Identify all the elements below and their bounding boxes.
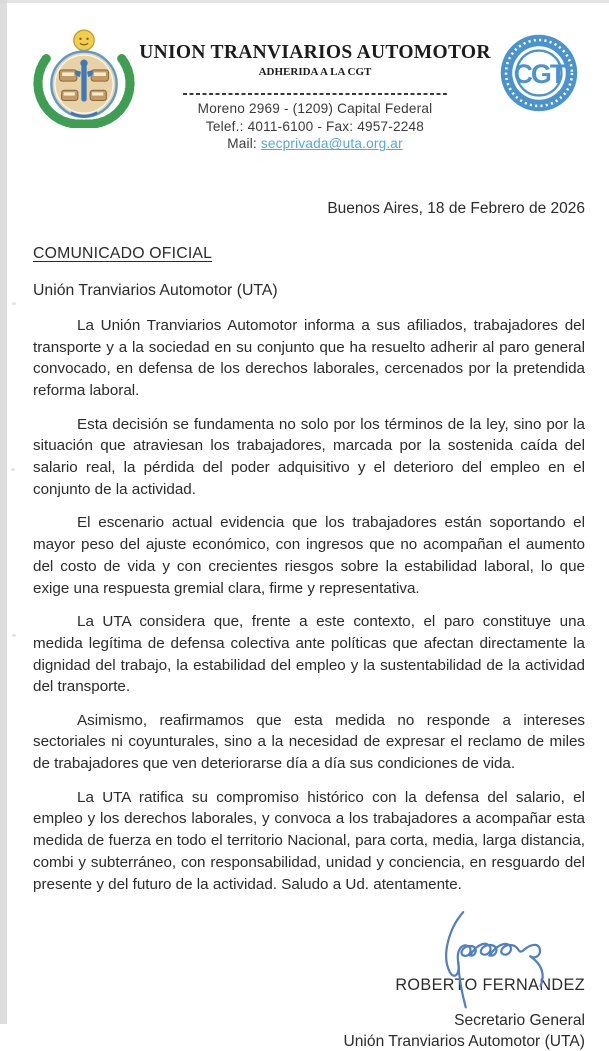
signature-ink (403, 907, 571, 1009)
cgt-logo (493, 26, 585, 116)
handwritten-signature-icon (403, 907, 571, 1009)
signatory-role: Secretario General (454, 1012, 585, 1030)
signatory-name: ROBERTO FERNANDEZ (395, 976, 585, 995)
paragraph-6: La UTA ratifica su compromiso histórico con la defensa del salario, el empleo y los derechos laborales, y convoca a los trabajadores a acompañar esta medida de fuerza en todo el territorio Nacional, para corta, media, larga distancia, combi y subterráneo, con responsabilidad, unidad y conciencia, en resguardo del presente y del futuro de la actividad. Saludo a Ud. atentamente. (33, 788, 585, 893)
paragraph-3: El escenario actual evidencia que los trabajadores están soportando el mayor peso del ajuste económico, con ingresos que no acompañan el aumento del costo de vida y con crecientes riesgos sobre la estabilidad laboral, lo que exige una respuesta gremial clara, firme y representativa. (33, 514, 585, 597)
letter-body (33, 315, 585, 896)
paragraph-5: Asimismo, reafirmamos que esta medida no responde a intereses sectoriales ni coyunturales, sino a la necesidad de expresar el reclamo de miles de trabajadores que ven deteriorarse día a día sus condiciones de vida. (33, 711, 585, 773)
signature-block (33, 907, 585, 1051)
subject-heading: COMUNICADO OFICIAL (33, 244, 213, 262)
address-line-2: Telef.: 4011-6100 - Fax: 4957-2248 (205, 118, 425, 134)
address-line-1: Moreno 2969 - (1209) Capital Federal (197, 101, 433, 117)
mail-line (137, 135, 493, 153)
mail-link[interactable]: secprivada@uta.org.ar (260, 136, 403, 152)
dashed-divider (183, 93, 447, 95)
salutation: Unión Tranviarios Automotor (UTA) (33, 281, 278, 299)
paragraph-4: La UTA considera que, frente a este contexto, el paro constituye una medida legítima de defensa colectiva ante políticas que afectan directamente la dignidad del trabajo, la estabilidad del empleo y la sustentabilidad de la actividad del transporte. (33, 612, 585, 696)
paragraph-2: Esta decisión se fundamenta no solo por los términos de la ley, sino por la situación que atraviesan los trabajadores, marcada por la sostenida caída del salario real, la pérdida del poder adquisitivo y el deterioro del empleo en el conjunto de la actividad. (33, 415, 585, 498)
svg-text:CGT: CGT (513, 59, 565, 90)
letterhead-center (137, 26, 493, 153)
uta-logo (33, 26, 137, 128)
affiliation-line: ADHERIDA A LA CGT (258, 66, 372, 78)
cgt-seal-icon (496, 30, 582, 116)
org-name: UNION TRANVIARIOS AUTOMOTOR (139, 42, 491, 63)
paragraph-1: La Unión Tranviarios Automotor informa a sus afiliados, trabajadores del transporte y a la sociedad en su conjunto que ha resuelto adherir al paro general convocado, en defensa de los derechos laborales, cercenados por la pretendida reforma laboral. (33, 316, 585, 400)
dateline: Buenos Aires, 18 de Febrero de 2026 (327, 199, 585, 217)
mail-label: Mail: (227, 136, 257, 152)
uta-coat-of-arms-icon (33, 26, 135, 128)
signatory-org: Unión Tranviarios Automotor (UTA) (343, 1033, 585, 1051)
letterhead (33, 26, 585, 153)
